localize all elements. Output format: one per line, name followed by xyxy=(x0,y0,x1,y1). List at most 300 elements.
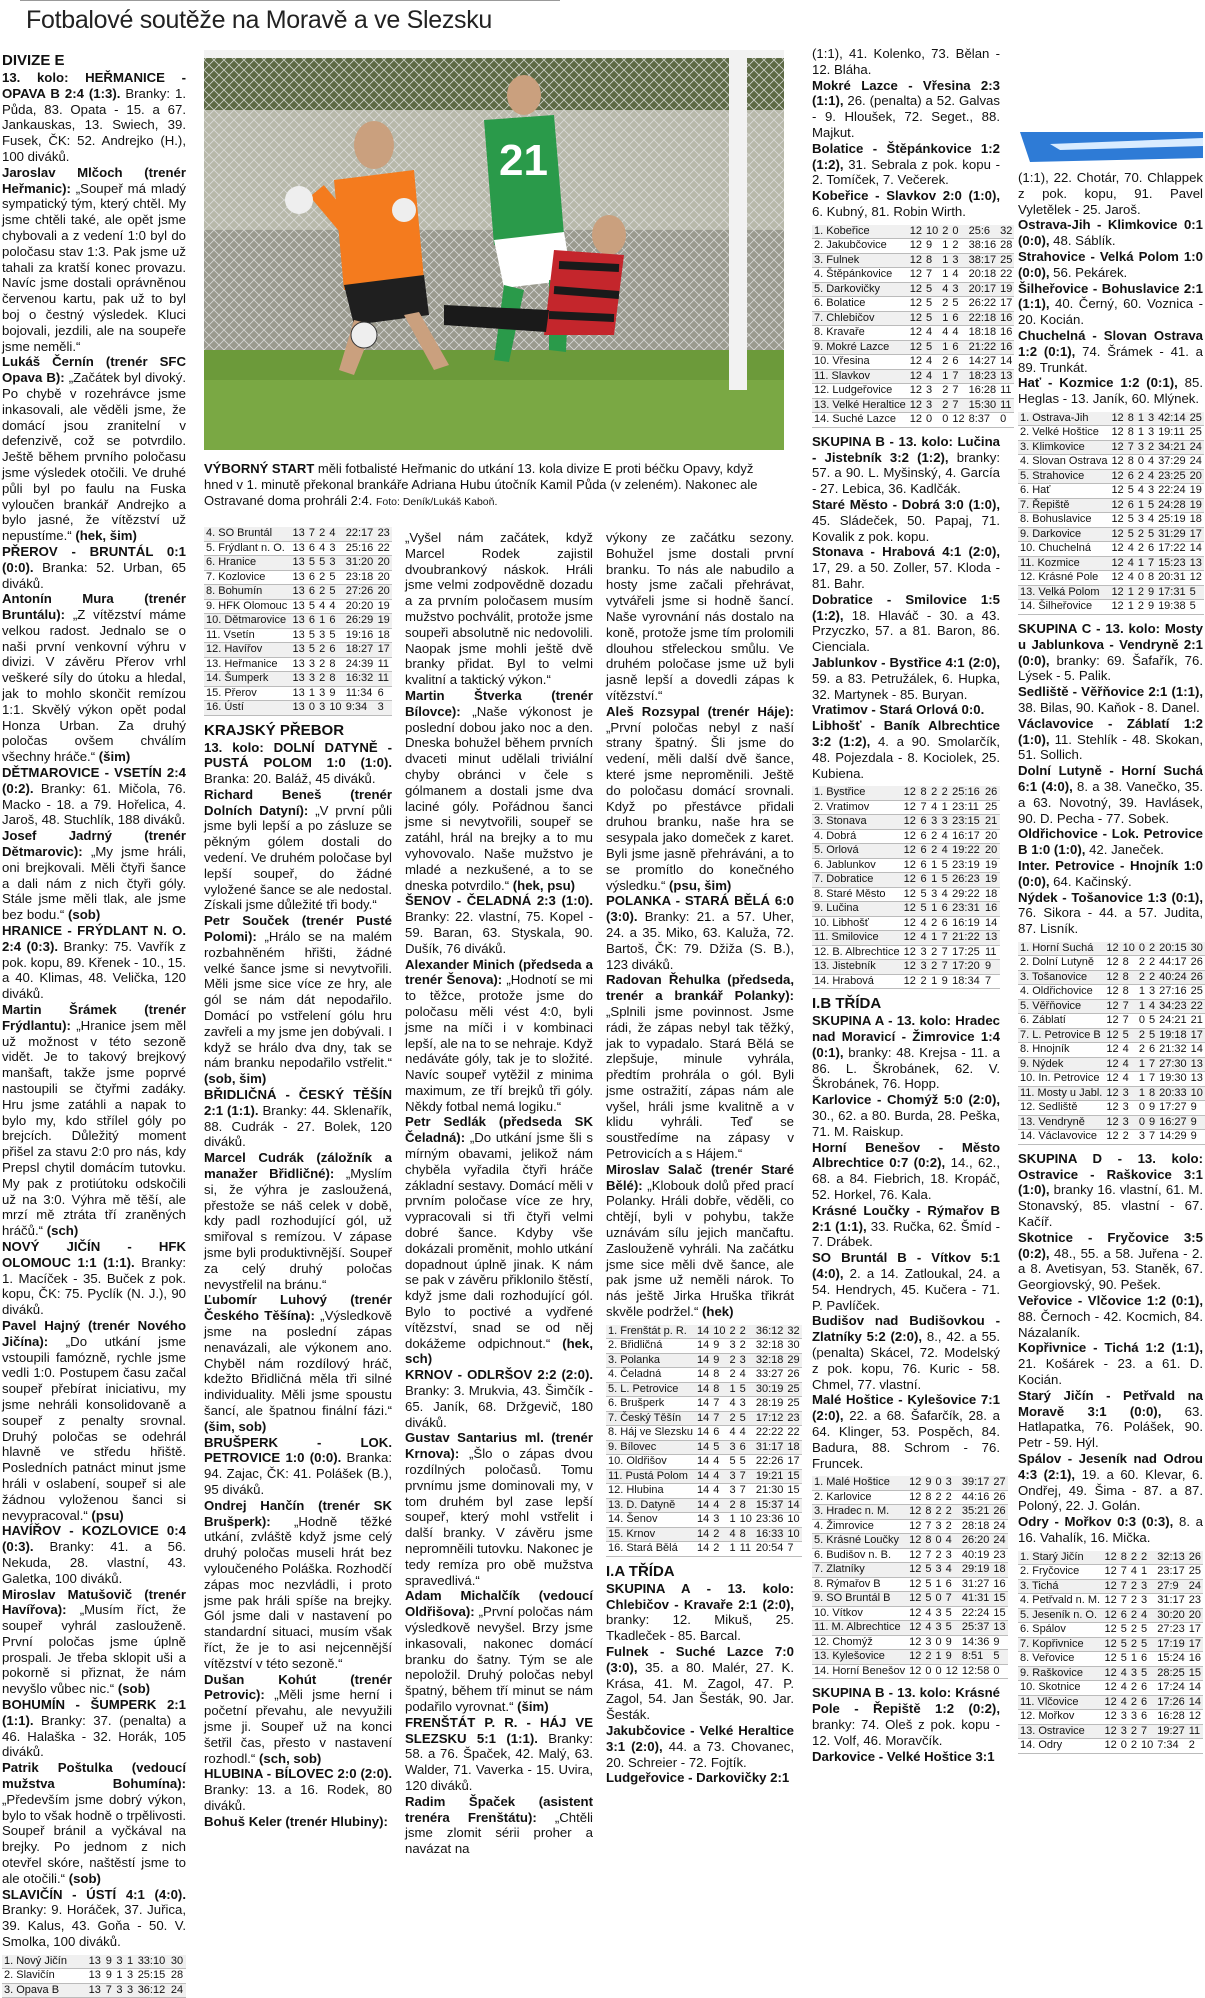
table-cell: 32:18 xyxy=(755,1339,784,1352)
table-cell: 16:33 xyxy=(755,1527,784,1540)
paragraph-lead: Karlovice - Chomýž 5:0 (2:0), xyxy=(812,1092,1000,1108)
table-cell: 13 xyxy=(1190,1072,1203,1085)
table-cell: 4 xyxy=(711,1469,727,1484)
table-cell: 5 xyxy=(1120,1623,1127,1636)
table-cell: 5 xyxy=(1147,527,1155,540)
paragraph-lead: Jablunkov - Bystřice 4:1 (2:0), xyxy=(812,654,1000,670)
table-cell: 7 xyxy=(1120,1594,1127,1607)
table-cell: 12 xyxy=(1111,556,1124,569)
team-name: 7. Chlebičov xyxy=(812,311,908,326)
table-cell: 20:54 xyxy=(755,1542,784,1555)
table-cell: 7 xyxy=(1127,440,1134,453)
team-name: 5. Strahovice xyxy=(1018,469,1109,484)
report-paragraph xyxy=(1018,1230,1203,1293)
table-cell: 16:17 xyxy=(950,829,983,844)
table-cell: 21 xyxy=(1190,1014,1203,1027)
table-cell: 12 xyxy=(909,1476,922,1489)
paragraph-body: 26. (penalta) a 52. Galvas - 9. Hloušek, 72. Seget., 88. Majkut. xyxy=(812,93,1000,140)
table-cell: 12 xyxy=(909,1635,922,1648)
table-cell: 26:22 xyxy=(968,297,997,310)
table-row xyxy=(1018,1608,1203,1623)
table-cell: 19:11 xyxy=(1156,426,1188,441)
paragraph-lead: Alexander Minich (předseda a trenér Šenova): xyxy=(405,956,593,988)
paragraph-lead: Martin Šrámek (trenér Frýdlantu): xyxy=(2,1002,186,1033)
table-cell: 4 xyxy=(1120,1666,1127,1679)
table-cell: 8:51 xyxy=(960,1650,992,1665)
paragraph-body: branky 16. vlastní, 61. M. Stonavský, 85. vlastní - 67. Kačíř. xyxy=(1018,1182,1203,1230)
report-paragraph xyxy=(204,1766,392,1813)
paragraph-lead: Stonava - Hrabová 4:1 (2:0), xyxy=(812,544,1000,560)
table-cell: 24:39 xyxy=(344,657,376,672)
paragraph-body: „Musím říct, že soupeř vyhrál zaslouženě. První poločas jsme úplně prospali. Je třeba sklopit uši a pokorně si přiznat, že nám nevyšlo vůbec nic.“ xyxy=(2,1602,186,1697)
paragraph-body: Branky: 1. Půda, 83. Opata - 15. a 67. Jankauskas, 13. Swiech, 39. Fusek, ČK: 52. Andrejko (H.), 100 diváků. xyxy=(2,85,186,164)
table-cell: 14 xyxy=(983,916,1000,931)
table-cell: 12 xyxy=(1106,1115,1119,1128)
table-cell: 7 xyxy=(940,960,951,975)
table-cell: 14 xyxy=(696,1382,710,1395)
table-cell: 17:27 xyxy=(1159,1101,1187,1114)
table-cell: 6 xyxy=(1139,1695,1155,1710)
table-cell: 11 xyxy=(1187,1724,1203,1739)
table-cell: 4 xyxy=(738,1426,754,1441)
paragraph-body: „Do utkání jsme vstoupili famózně, rychle jsme vedli 1:0. Postupem času začal soupeř přebírat iniciativu, my jsme nehráli konsolidovaně a soupeř z penalty srovnal. Druhý poločas se odehrál hlavně ve středu hřiště. Posledních patnáct minut jsme hráli v oslabení, soupeř si ale žádnou vyloženou šanci si nevypracoval.“ xyxy=(2,1333,186,1523)
paragraph-body: Branky: 58. a 76. Špaček, 42. Malý, 63. Walder, 71. Vaverka - 15. Uvira, 120 diváků. xyxy=(405,1730,593,1793)
table-cell: 4 xyxy=(1121,1072,1137,1087)
table-row xyxy=(1018,1043,1205,1058)
standings-table xyxy=(606,1325,802,1557)
table-cell: 34:23 xyxy=(1159,999,1187,1012)
table-row xyxy=(606,1455,802,1470)
team-name: 8. Hnojník xyxy=(1018,1043,1104,1058)
page-title: Fotbalové soutěže na Moravě a ve Slezsku xyxy=(26,6,493,34)
table-cell: 18:27 xyxy=(344,643,376,658)
table-cell: 3 xyxy=(1137,440,1144,453)
paragraph-body: 11. Stehlík - 48. Skokan, 51. Sollich. xyxy=(1018,731,1203,763)
table-cell: 27:16 xyxy=(1159,985,1187,998)
table-row xyxy=(606,1426,802,1441)
table-cell: 14 xyxy=(787,1498,800,1511)
paragraph-body: „Šlo o zápas dvou rozdílných poločasů. Tomu prvnímu jsme dominovali my, v tom druhém byl zase lepší soupeř, který mohl vstřelit i další branky. V závěru jsme nepromněili tutovku. Nakonec je tedy remíza pro obě mužstva spravedlivá.“ xyxy=(405,1446,593,1588)
table-cell: 12 xyxy=(1106,1028,1119,1041)
table-cell: 13 xyxy=(290,556,306,571)
table-row xyxy=(204,556,392,571)
table-cell: 12 xyxy=(909,297,922,310)
table-cell: 6 xyxy=(1147,542,1155,555)
table-row xyxy=(812,887,1000,902)
paragraph-lead: 13. kolo: DOLNÍ DATYNĚ - PUSTÁ POLOM 1:0 (1:0). xyxy=(204,739,392,771)
paragraph-lead: HRANICE - FRÝDLANT N. O. 2:4 (0:3). xyxy=(2,923,186,954)
table-cell: 3 xyxy=(738,1397,754,1412)
table-cell: 12 xyxy=(902,887,919,902)
table-row xyxy=(606,1411,802,1426)
table-cell: 12 xyxy=(1104,1623,1117,1636)
table-cell: 4 xyxy=(327,599,343,614)
table-cell: 42:14 xyxy=(1158,411,1186,424)
author-initials: (sob) xyxy=(67,907,101,923)
table-cell: 5 xyxy=(1121,1028,1137,1043)
table-cell: 26 xyxy=(983,786,1000,800)
paragraph-lead: Spálov - Jeseník nad Odrou 4:3 (2:1), xyxy=(1018,1451,1203,1482)
team-name: 8. Rýmařov B xyxy=(812,1577,907,1592)
table-cell: 12 xyxy=(1104,1695,1117,1708)
table-cell: 19 xyxy=(1189,498,1202,511)
table-row xyxy=(204,541,392,556)
table-cell: 5 xyxy=(950,297,966,312)
table-cell: 0 xyxy=(1137,571,1144,584)
table-cell: 2 xyxy=(919,974,930,989)
table-cell: 14 xyxy=(1188,1681,1201,1694)
table-cell: 19 xyxy=(376,599,392,614)
team-name: 9. Nýdek xyxy=(1018,1057,1104,1072)
table-cell: 7 xyxy=(307,527,317,541)
author-initials: (sob) xyxy=(68,1870,101,1886)
table-cell: 32 xyxy=(1000,224,1013,237)
team-name: 10. Oldřišov xyxy=(606,1455,695,1470)
table-cell: 23:31 xyxy=(950,902,983,917)
table-cell: 8 xyxy=(1127,426,1134,439)
table-cell: 16:28 xyxy=(1157,1710,1185,1723)
table-cell: 6 xyxy=(919,829,930,844)
table-cell: 1 xyxy=(929,931,940,946)
table-cell: 2 xyxy=(1148,956,1156,969)
team-name: 4. Štěpánkovice xyxy=(812,268,908,283)
table-cell: 13 xyxy=(290,614,306,629)
table-cell: 16 xyxy=(983,902,1000,917)
table-row xyxy=(812,369,1014,384)
paragraph-body: „Hodně těžké utkání, zvláště když jsme celý druhý poločas museli hrát bez vyloučeného Poláška. Rozhodčí zápas moc nezvládli, i proto jsme pak hráli spíše na brejky. Gól jsme dali v nastavení po standardní situaci, musím však říct, že je to asi nejcennější vítězství v této sezoně.“ xyxy=(204,1513,392,1671)
paragraph-lead: Dolní Lutyně - Horní Suchá 6:1 (4:0), xyxy=(1018,763,1203,794)
author-initials: (hek, sch) xyxy=(405,1335,593,1367)
report-paragraph xyxy=(606,1770,794,1786)
report-paragraph xyxy=(1018,858,1203,890)
table-cell: 0 xyxy=(935,1534,942,1547)
team-name: 10. Skotnice xyxy=(1018,1681,1102,1696)
paragraph-lead: Gustav Santarius ml. (trenér Krnova): xyxy=(405,1430,593,1462)
team-name: 6. Brušperk xyxy=(606,1397,695,1412)
table-cell: 14 xyxy=(696,1426,710,1439)
report-paragraph xyxy=(812,78,1000,141)
table-cell: 26 xyxy=(1190,956,1203,969)
table-cell: 24 xyxy=(1189,440,1202,453)
team-name: 8. Bohumín xyxy=(204,585,290,600)
table-cell: 26:20 xyxy=(961,1534,990,1547)
table-cell: 8 xyxy=(1148,1086,1156,1099)
table-cell: 25:6 xyxy=(967,225,999,239)
table-cell: 0 xyxy=(935,1635,942,1648)
report-paragraph xyxy=(1018,217,1203,249)
report-paragraph xyxy=(812,188,1000,220)
table-cell: 1 xyxy=(1137,498,1144,511)
paragraph-body: 21. Košárek - 23. a 61. D. Kocián. xyxy=(1018,1356,1203,1388)
table-cell: 19 xyxy=(983,873,1000,888)
table-row xyxy=(812,1664,1008,1679)
team-name: 4. Čeladná xyxy=(606,1368,695,1383)
paragraph-lead: DĚTMAROVICE - VSETÍN 2:4 (0:2). xyxy=(2,765,186,796)
table-cell: 12 xyxy=(1111,513,1124,526)
table-cell: 0 xyxy=(1138,941,1145,954)
table-cell: 14 xyxy=(696,1542,710,1555)
table-cell: 18 xyxy=(983,887,1000,902)
table-row xyxy=(1018,1695,1203,1710)
report-paragraph xyxy=(204,913,392,1087)
team-name: 5. Věřňovice xyxy=(1018,999,1104,1014)
team-name: 13. Jistebník xyxy=(812,960,902,975)
table-cell: 5 xyxy=(327,570,343,585)
paragraph-lead: Ostrava-Jih - Klimkovice 0:1 (0:0), xyxy=(1018,217,1203,249)
table-row xyxy=(1018,1652,1203,1667)
paragraph-body: „Vyšel nám začátek, když Marcel Rodek zajistil dvoubrankový náskok. Hráli jsme velmi zodpovědně dozadu a za prvním poločasem musím mužstvo pochválit, protože jsme soupeři absolutně nic nedovolili. Naopak jsme mohli ještě dvě branky přidat. Byl to velmi kvalitní a taktický výkon.“ xyxy=(405,530,593,688)
table-cell: 30:19 xyxy=(755,1382,784,1395)
table-row xyxy=(812,282,1014,297)
table-cell: 12 xyxy=(1111,600,1124,613)
table-cell: 6 xyxy=(919,844,930,859)
table-cell: 9 xyxy=(944,1635,960,1650)
table-cell: 28 xyxy=(169,1969,186,1984)
table-row xyxy=(812,1505,1008,1520)
report-paragraph xyxy=(2,1002,186,1239)
table-cell: 8 xyxy=(1127,455,1134,468)
table-row xyxy=(812,815,1000,830)
report-paragraph xyxy=(2,1587,186,1698)
report-paragraph xyxy=(2,591,186,765)
table-cell: 31:17 xyxy=(755,1440,784,1453)
table-cell: 23:19 xyxy=(950,858,983,873)
table-cell: 12 xyxy=(902,786,919,800)
table-row xyxy=(812,844,1000,859)
table-cell: 4 xyxy=(925,1621,932,1634)
table-cell: 4 xyxy=(1120,1681,1127,1694)
paragraph-lead: BRUŠPERK - LOK. PETROVICE 1:0 (0:0). xyxy=(204,1434,392,1466)
report-paragraph xyxy=(606,1581,794,1644)
table-cell: 13 xyxy=(1000,369,1013,382)
team-name: 16. Ústí xyxy=(204,701,290,716)
team-name: 14. Suché Lazce xyxy=(812,413,908,428)
table-cell: 13 xyxy=(290,643,306,658)
table-cell: 21:32 xyxy=(1159,1043,1187,1056)
table-cell: 1 xyxy=(1137,426,1144,439)
table-row xyxy=(812,902,1000,917)
table-cell: 5 xyxy=(1139,1623,1155,1638)
table-cell: 12 xyxy=(909,1577,922,1590)
table-cell: 5 xyxy=(924,297,940,312)
table-cell: 12 xyxy=(1106,970,1119,983)
table-cell: 17:24 xyxy=(1157,1681,1185,1694)
caption-lead: VÝBORNÝ START xyxy=(204,461,315,476)
team-name: 2. Velké Hoštice xyxy=(1018,426,1109,441)
table-cell: 25 xyxy=(1189,411,1202,424)
table-row xyxy=(1018,1594,1203,1609)
report-paragraph xyxy=(812,592,1000,655)
table-cell: 5 xyxy=(924,340,940,355)
table-cell: 2 xyxy=(925,1650,932,1663)
paragraph-body: 48. Sáblík. xyxy=(1049,233,1116,249)
team-name: 1. Horní Suchá xyxy=(1018,942,1104,956)
table-cell: 2 xyxy=(940,786,951,800)
report-paragraph xyxy=(204,1150,392,1292)
table-cell: 3 xyxy=(114,1955,125,1969)
table-cell: 16:28 xyxy=(968,384,997,397)
table-cell: 6 xyxy=(307,541,317,556)
table-cell: 12 xyxy=(909,355,922,368)
table-row xyxy=(2,1983,186,1998)
table-cell: 16 xyxy=(1000,311,1013,324)
paragraph-lead: Václavovice - Záblatí 1:2 (1:0), xyxy=(1018,715,1203,747)
table-row xyxy=(1018,1086,1205,1101)
report-paragraph xyxy=(405,1794,593,1857)
table-cell: 12 xyxy=(1111,426,1124,439)
author-initials: (sob) xyxy=(117,1681,151,1697)
table-cell: 1 xyxy=(307,686,317,701)
paragraph-lead: Vratimov - Stará Orlová 0:0. xyxy=(812,702,985,718)
table-cell: 25 xyxy=(983,800,1000,815)
paragraph-body: „Soupeř má mladý sympatický tým, který chtěl. My jsme chtěli také, ale opět jsme chybovali a z vedení 1:0 byl do poločasu stav 1:3. Pak jsme už tahali za kratší konec provazu. Navíc jsme dostali oprávněnou červenou kartu, pak už to byl boj o čestný výsledek. Kluci bojovali, jezdili, ale na soupeře jsme neměli.“ xyxy=(2,180,186,354)
table-cell: 14:27 xyxy=(968,355,997,368)
table-row xyxy=(812,1519,1008,1534)
table-cell: 14 xyxy=(696,1397,710,1410)
report-paragraph xyxy=(204,1087,392,1150)
table-cell: 4 xyxy=(1127,571,1134,584)
table-cell: 7 xyxy=(711,1397,727,1412)
report-paragraph xyxy=(1018,621,1203,684)
team-name: 13. D. Datyně xyxy=(606,1498,695,1513)
team-name: 9. Lučina xyxy=(812,902,902,917)
table-cell: 14 xyxy=(696,1484,710,1497)
paragraph-body: „Z vítězství máme velkou radost. Jednalo se o naši první venkovní výhru v divizi. V závěru Přerov vrhl veškeré síly do útoku a hledal, jak to mohlo skončit remízou 1:1. Skvělý výkon opět podal Honza Urban. Za druhý poločas ovšem chválím všechny hráče.“ xyxy=(2,607,186,765)
ad-banner-fragment xyxy=(1020,132,1203,164)
table-cell: 3 xyxy=(925,1635,932,1648)
table-cell: 27:26 xyxy=(344,585,376,600)
header-rule xyxy=(20,0,560,1)
paragraph-body: „Začátek byl divoký. Po chybě v rozehrávce jsme inkasovali, ale věděli jsme, že domácí jsou zranitelní v defenzivě, což se potvrdilo. Ještě během prvního poločasu jsme výsledek otočili. Ve druhé půli byl po faulu na Fuska vyloučen brankář Andrejko a bylo jasné, že vítězství už nepustíme.“ xyxy=(2,370,186,544)
paragraph-lead: Ludgeřovice - Darkovičky 2:1 xyxy=(606,1770,790,1786)
table-cell: 8 xyxy=(738,1498,754,1513)
table-cell: 3 xyxy=(1147,484,1155,497)
table-cell: 6 xyxy=(944,1577,960,1592)
table-row xyxy=(812,413,1014,428)
table-cell: 3 xyxy=(711,1513,727,1528)
table-cell: 1 xyxy=(940,800,951,815)
table-cell: 24:21 xyxy=(1159,1014,1187,1027)
table-cell: 8 xyxy=(1121,985,1137,1000)
report-paragraph xyxy=(1018,1340,1203,1387)
table-cell: 7 xyxy=(1148,1057,1156,1070)
paragraph-lead: FRENŠTÁT P. R. - HÁJ VE SLEZSKU 5:1 (1:1). xyxy=(405,1714,593,1746)
paragraph-body: branky: 57. a 90. L. Myšinský, 4. García - 27. Lebica, 36. Kadlčák. xyxy=(812,449,1000,497)
table-cell: 12 xyxy=(1104,1608,1117,1621)
table-cell: 2 xyxy=(738,1339,754,1354)
table-cell: 3 xyxy=(924,384,940,399)
table-cell: 4 xyxy=(919,931,930,946)
table-cell: 9 xyxy=(1189,1115,1205,1130)
team-name: 7. Kozlovice xyxy=(204,570,290,585)
table-row xyxy=(1018,1666,1203,1681)
table-cell: 23 xyxy=(376,527,392,541)
table-cell: 19:38 xyxy=(1158,600,1186,613)
table-cell: 5 xyxy=(991,1650,1007,1665)
table-cell: 24 xyxy=(1188,1579,1201,1592)
table-cell: 8 xyxy=(919,786,930,800)
table-cell: 25:37 xyxy=(961,1621,990,1634)
paragraph-lead: Ondrej Hančín (trenér SK Brušperk): xyxy=(204,1497,392,1529)
table-cell: 4 xyxy=(1127,556,1134,569)
table-cell: 1 xyxy=(935,1577,942,1590)
team-name: 4. Petřvald n. M. xyxy=(1018,1594,1102,1609)
table-cell: 10 xyxy=(1190,1086,1203,1099)
report-paragraph xyxy=(1018,1451,1203,1514)
table-row xyxy=(812,858,1000,873)
paragraph-body: „Hranice jsem měl už možnost v této sezoně vidět. Je to takový brejkový manšaft, takže jsme poprvé nastoupili se čtyřmi zadáky. Hru jsme zatáhli a napak to bylo my, kdo střílel góly po brejcích. Důležitý moment přišel za stavu 2:0 pro nás, kdy Prepsl chytil domácím tutovku. My pak z protiútoku odskočili už na 3:0. Výhra mě těší, ale mrzí mě ztráta tří zraněných hráčů.“ xyxy=(2,1017,186,1239)
team-name: 7. Zlatníky xyxy=(812,1563,907,1578)
table-cell: 12 xyxy=(1104,1637,1117,1650)
table-cell: 9 xyxy=(1148,1115,1156,1128)
report-paragraph xyxy=(606,1644,794,1723)
table-cell: 11 xyxy=(376,672,392,687)
table-cell: 4 xyxy=(1121,1057,1137,1072)
paragraph-lead: Malé Hoštice - Kylešovice 7:1 (2:0), xyxy=(812,1392,1000,1424)
table-cell: 20:20 xyxy=(344,599,376,614)
table-cell: 1 xyxy=(942,311,949,324)
team-name: 4. Žimrovice xyxy=(812,1519,907,1534)
team-name: 11. Pustá Polom xyxy=(606,1469,695,1484)
photo-caption xyxy=(204,461,784,510)
team-name: 2. Břidličná xyxy=(606,1339,695,1354)
team-name: 5. Darkovičky xyxy=(812,282,908,297)
table-row xyxy=(1018,1724,1203,1739)
table-cell: 11 xyxy=(998,398,1014,413)
paragraph-body: Branky: 3. Mrukvia, 43. Šimčík - 65. Janík, 68. Držgevič, 180 diváků. xyxy=(405,1383,593,1430)
column-1 xyxy=(2,46,187,1996)
table-cell: 19:18 xyxy=(1159,1028,1187,1041)
table-cell: 8 xyxy=(711,1368,727,1383)
table-cell: 12 xyxy=(1106,1072,1119,1085)
team-name: 3. Klimkovice xyxy=(1018,440,1109,455)
report-paragraph xyxy=(1018,890,1203,937)
report-paragraph xyxy=(606,893,794,972)
table-row xyxy=(1018,600,1204,615)
team-name: 2. Vratimov xyxy=(812,800,902,815)
table-cell: 8 xyxy=(1121,970,1137,985)
table-cell: 12 xyxy=(1111,469,1124,482)
table-row xyxy=(812,960,1000,975)
table-row xyxy=(812,384,1014,399)
table-cell: 3 xyxy=(327,556,343,571)
team-name: 6. Jablunkov xyxy=(812,858,902,873)
report-paragraph xyxy=(1018,281,1203,328)
report-paragraph xyxy=(204,1435,392,1498)
table-cell: 5 xyxy=(925,1592,932,1605)
table-cell: 3 xyxy=(729,1339,736,1352)
team-name: 14. Václavovice xyxy=(1018,1130,1104,1145)
table-cell: 12 xyxy=(909,384,922,397)
table-cell: 5 xyxy=(944,1606,960,1621)
table-row xyxy=(1018,498,1204,513)
table-cell: 12 xyxy=(902,873,919,888)
author-initials: (sch) xyxy=(46,1223,79,1239)
table-row xyxy=(204,657,392,672)
table-cell: 9 xyxy=(1189,1130,1205,1145)
table-cell: 2 xyxy=(317,570,327,585)
table-cell: 20:31 xyxy=(1158,571,1186,584)
paragraph-body: 17, 29. a 50. Zoller, 57. Kloda - 81. Bahr. xyxy=(812,560,1000,591)
table-cell: 25 xyxy=(787,1397,800,1410)
table-cell: 2 xyxy=(317,672,327,687)
table-cell: 2 xyxy=(1137,600,1144,613)
table-cell: 4 xyxy=(317,541,327,556)
table-cell: 3 xyxy=(1121,1101,1137,1116)
table-cell: 7 xyxy=(738,1484,754,1499)
table-cell: 13 xyxy=(1189,556,1202,569)
table-cell: 35:21 xyxy=(961,1505,990,1518)
